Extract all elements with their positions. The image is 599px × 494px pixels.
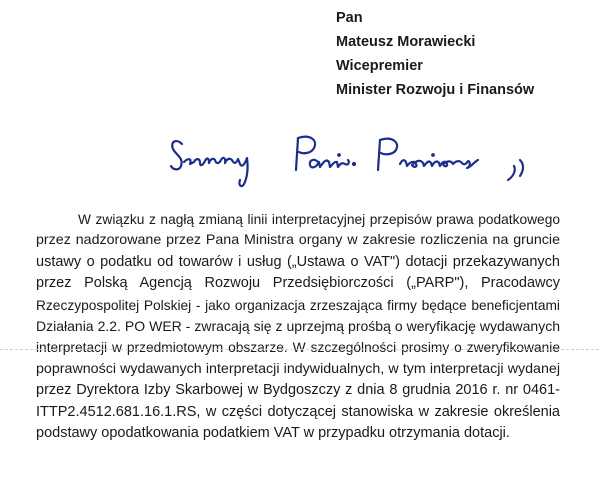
addressee-block (336, 6, 534, 102)
body-line-5: Rzeczypospolitej Polskiej - jako organizacja zrzeszająca firmy będące beneficjentami (36, 297, 560, 313)
body-line-7: interpretacji w przedmiotowym obszarze. W szczególności prosimy o zweryfikowanie (36, 340, 560, 356)
addressee-name: Mateusz Morawiecki (336, 34, 476, 50)
page-fold-line (0, 349, 599, 351)
body-line-11: podstawy opodatkowania podatkiem VAT w przypadku otrzymania dotacji. (36, 425, 510, 442)
body-line-9: przez Dyrektora Izby Skarbowej w Bydgoszczy z dnia 8 grudnia 2016 r. nr 0461- (36, 382, 560, 399)
body-line-8: poprawności wydawanych interpretacji indywidualnych, w tym interpretacji wydanej (36, 360, 560, 377)
letter-body (36, 209, 560, 444)
body-line-10: ITTP2.4512.681.16.1.RS, w części dotyczącej stanowiska w zakresie określenia (36, 403, 560, 420)
handwritten-salutation (168, 120, 538, 190)
body-line-4: przez Polską Agencją Rozwoju Przedsiębiorczości („PARP"), Pracodawcy (36, 275, 560, 292)
body-line-1: W związku z nagłą zmianą linii interpretacyjnej przepisów prawa podatkowego (78, 212, 560, 227)
addressee-title: Pan (336, 10, 363, 26)
addressee-position-1: Wicepremier (336, 58, 423, 74)
body-line-6: Działania 2.2. PO WER - zwracają się z uprzejmą prośbą o weryfikację wydawanych (36, 318, 560, 335)
body-line-3: ustawy o podatku od towarów i usług („Ustawa o VAT") dotacji przekazywanych (36, 253, 560, 270)
addressee-position-2: Minister Rozwoju i Finansów (336, 82, 535, 98)
body-line-2: przez nadzorowane przez Pana Ministra organy w zakresie rozliczenia na gruncie (36, 232, 560, 249)
